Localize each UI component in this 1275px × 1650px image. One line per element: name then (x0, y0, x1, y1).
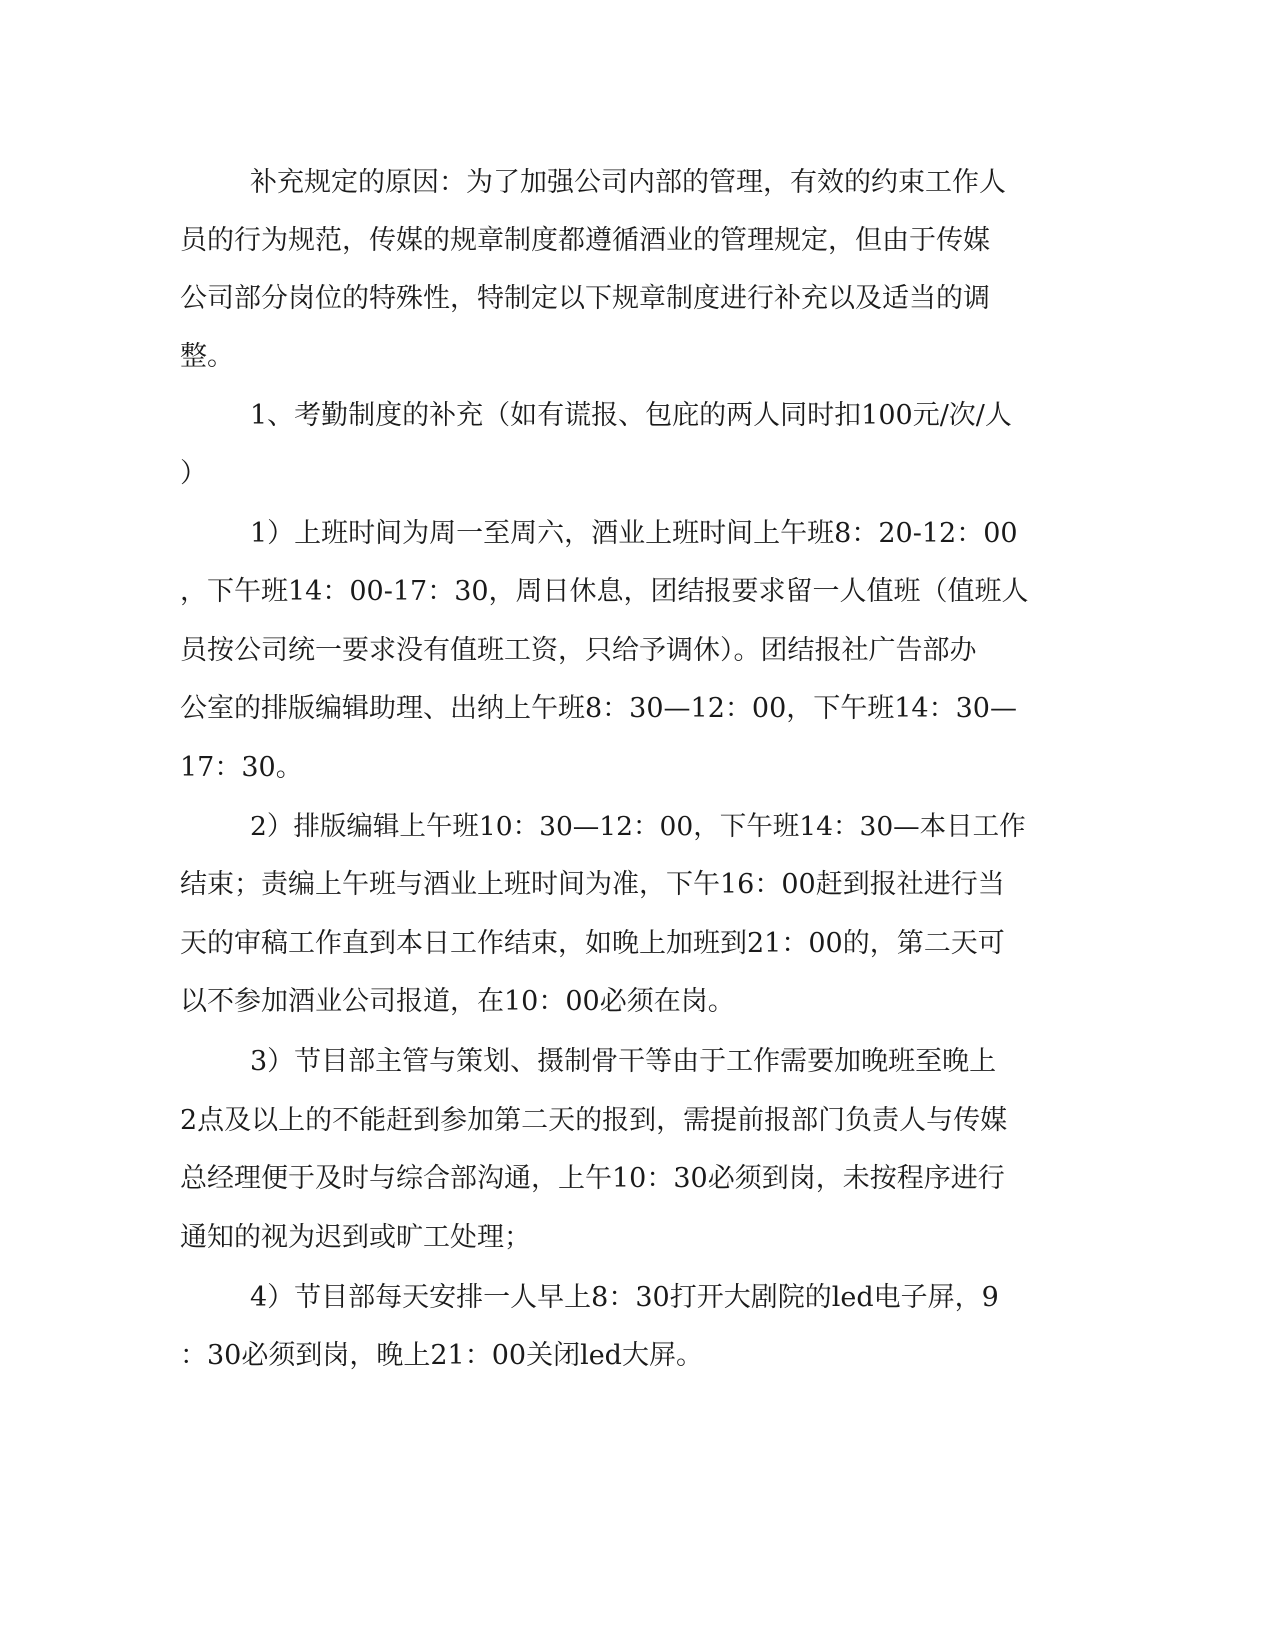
text-line: 总经理便于及时与综合部沟通，上午10：30必须到岗，未按程序进行 (180, 1163, 1005, 1194)
text-line: 天的审稿工作直到本日工作结束，如晚上加班到21：00的，第二天可 (180, 928, 1005, 959)
text-line: 1、考勤制度的补充（如有谎报、包庇的两人同时扣100元/次/人 (250, 400, 1012, 431)
text-line: 2点及以上的不能赶到参加第二天的报到，需提前报部门负责人与传媒 (180, 1105, 1008, 1136)
text-line: 补充规定的原因：为了加强公司内部的管理，有效的约束工作人 (250, 167, 1006, 198)
text-line: ：30必须到岗，晚上21：00关闭led大屏。 (180, 1340, 703, 1371)
text-line: 结束；责编上午班与酒业上班时间为准，下午16：00赶到报社进行当 (180, 869, 1005, 900)
text-line: 4）节目部每天安排一人早上8：30打开大剧院的led电子屏，9 (250, 1282, 999, 1313)
text-line: 整。 (180, 341, 234, 372)
text-line: 3）节目部主管与策划、摄制骨干等由于工作需要加晚班至晚上 (250, 1046, 997, 1077)
text-line: ） (180, 458, 207, 489)
text-line: 1）上班时间为周一至周六，酒业上班时间上午班8：20-12：00 (250, 518, 1018, 549)
text-line: 通知的视为迟到或旷工处理； (180, 1222, 531, 1253)
text-line: ，下午班14：00-17：30，周日休息，团结报要求留一人值班（值班人 (180, 576, 1029, 607)
text-line: 员的行为规范，传媒的规章制度都遵循酒业的管理规定，但由于传媒 (180, 225, 990, 256)
text-line: 以不参加酒业公司报道，在10：00必须在岗。 (180, 986, 735, 1017)
text-line: 2）排版编辑上午班10：30—12：00，下午班14：30—本日工作 (250, 811, 1026, 842)
text-line: 公司部分岗位的特殊性，特制定以下规章制度进行补充以及适当的调 (180, 283, 990, 314)
text-line: 公室的排版编辑助理、出纳上午班8：30—12：00，下午班14：30— (180, 693, 1017, 724)
text-line: 员按公司统一要求没有值班工资，只给予调休）。团结报社广告部办 (180, 635, 977, 666)
text-line: 17：30。 (180, 752, 303, 783)
